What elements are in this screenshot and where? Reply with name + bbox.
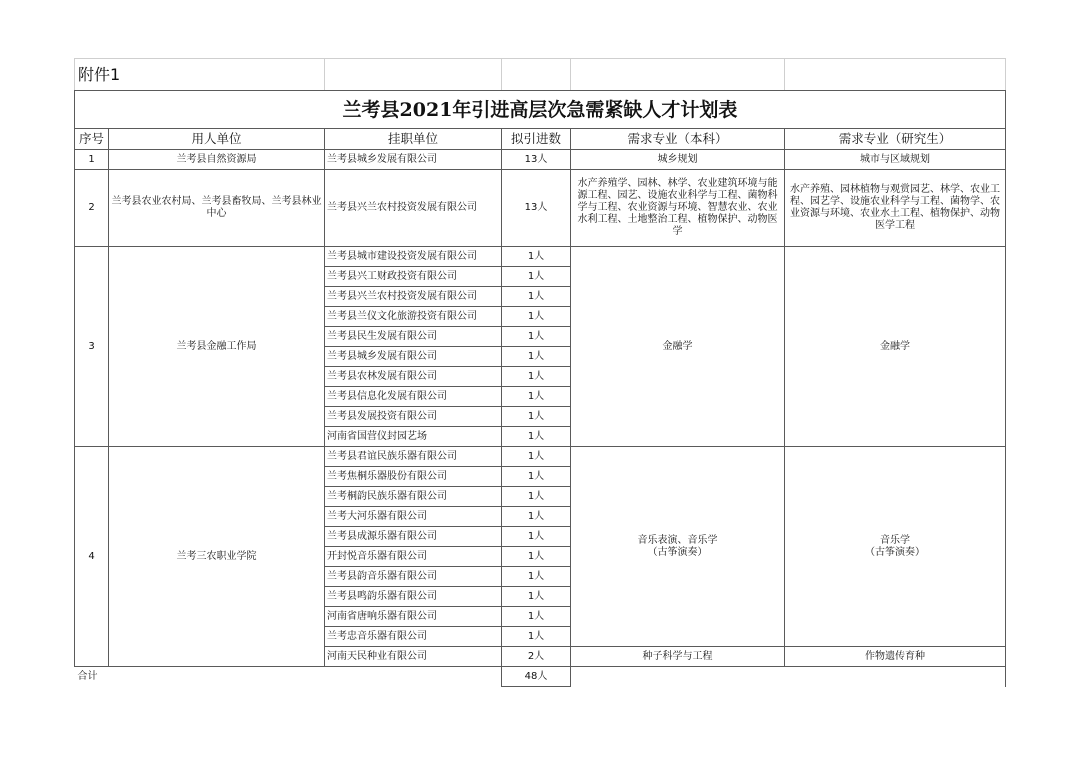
host-cell: 兰考县农林发展有限公司	[325, 367, 502, 387]
count-cell: 1人	[502, 627, 571, 647]
unit-cell: 兰考县金融工作局	[109, 247, 325, 447]
header-seq: 序号	[75, 129, 109, 150]
empty-cell	[785, 667, 1006, 687]
bachelor-major-cell: 城乡规划	[571, 150, 785, 170]
unit-cell: 兰考县自然资源局	[109, 150, 325, 170]
host-cell: 兰考县君谊民族乐器有限公司	[325, 447, 502, 467]
bachelor-major-cell	[571, 447, 785, 647]
unit-cell: 兰考县农业农村局、兰考县畜牧局、兰考县林业中心	[109, 170, 325, 247]
graduate-major-line: （古筝演奏）	[865, 546, 925, 558]
host-cell: 兰考大河乐器有限公司	[325, 507, 502, 527]
host-cell: 兰考县城市建设投资发展有限公司	[325, 247, 502, 267]
count-cell: 1人	[502, 287, 571, 307]
host-cell: 兰考县兰仪文化旅游投资有限公司	[325, 307, 502, 327]
host-cell: 兰考县城乡发展有限公司	[325, 150, 502, 170]
host-cell: 河南省国营仪封园艺场	[325, 427, 502, 447]
bachelor-major-line: （古筝演奏）	[647, 546, 708, 558]
host-cell: 兰考县兴兰农村投资发展有限公司	[325, 287, 502, 307]
seq-cell: 4	[75, 447, 109, 667]
host-cell: 兰考县韵音乐器有限公司	[325, 567, 502, 587]
host-cell: 兰考县鸣韵乐器有限公司	[325, 587, 502, 607]
host-cell: 兰考县成源乐器有限公司	[325, 527, 502, 547]
table-row	[75, 170, 1006, 247]
bachelor-major-line: 音乐表演、音乐学	[637, 534, 718, 546]
count-cell: 1人	[502, 567, 571, 587]
seq-cell: 2	[75, 170, 109, 247]
graduate-major-cell: 作物遗传育种	[785, 647, 1006, 667]
count-cell: 1人	[502, 527, 571, 547]
unit-cell: 兰考三农职业学院	[109, 447, 325, 667]
count-cell: 1人	[502, 547, 571, 567]
count-cell: 1人	[502, 387, 571, 407]
host-cell: 兰考县信息化发展有限公司	[325, 387, 502, 407]
header-unit: 用人单位	[109, 129, 325, 150]
count-cell: 1人	[502, 607, 571, 627]
count-cell: 13人	[502, 170, 571, 247]
bachelor-major-cell: 种子科学与工程	[571, 647, 785, 667]
count-cell: 1人	[502, 467, 571, 487]
count-cell: 13人	[502, 150, 571, 170]
count-cell: 1人	[502, 407, 571, 427]
graduate-major-line: 音乐学	[880, 534, 910, 546]
host-cell: 兰考县兴兰农村投资发展有限公司	[325, 170, 502, 247]
attachment-row	[75, 59, 1006, 91]
total-row	[75, 667, 1006, 687]
total-label: 合计	[75, 667, 502, 687]
graduate-major-cell	[785, 447, 1006, 647]
seq-cell: 3	[75, 247, 109, 447]
count-cell: 2人	[502, 647, 571, 667]
bachelor-major-cell: 水产养殖学、园林、林学、农业建筑环境与能源工程、园艺、设施农业科学与工程、菌物科学与工程、农业资源与环境、智慧农业、农业水利工程、土地整治工程、植物保护、动物医学	[571, 170, 785, 247]
count-cell: 1人	[502, 327, 571, 347]
header-graduate: 需求专业（研究生）	[785, 129, 1006, 150]
host-cell: 兰考焦桐乐器股份有限公司	[325, 467, 502, 487]
host-cell: 兰考县兴工财政投资有限公司	[325, 267, 502, 287]
table-row	[75, 447, 1006, 467]
talent-plan-table	[74, 58, 1006, 687]
host-cell: 河南天民种业有限公司	[325, 647, 502, 667]
empty-cell	[571, 59, 785, 91]
total-count: 48人	[502, 667, 571, 687]
count-cell: 1人	[502, 347, 571, 367]
table-row	[75, 150, 1006, 170]
seq-cell: 1	[75, 150, 109, 170]
bachelor-major-cell: 金融学	[571, 247, 785, 447]
count-cell: 1人	[502, 367, 571, 387]
host-cell: 兰考县城乡发展有限公司	[325, 347, 502, 367]
header-row	[75, 129, 1006, 150]
count-cell: 1人	[502, 267, 571, 287]
table-row	[75, 247, 1006, 267]
graduate-major-cell: 城市与区域规划	[785, 150, 1006, 170]
empty-cell	[325, 59, 502, 91]
header-bachelor: 需求专业（本科）	[571, 129, 785, 150]
header-host: 挂职单位	[325, 129, 502, 150]
host-cell: 兰考县民生发展有限公司	[325, 327, 502, 347]
count-cell: 1人	[502, 427, 571, 447]
count-cell: 1人	[502, 307, 571, 327]
count-cell: 1人	[502, 587, 571, 607]
host-cell: 兰考忠音乐器有限公司	[325, 627, 502, 647]
graduate-major-cell: 金融学	[785, 247, 1006, 447]
empty-cell	[785, 59, 1006, 91]
host-cell: 兰考桐韵民族乐器有限公司	[325, 487, 502, 507]
host-cell: 兰考县发展投资有限公司	[325, 407, 502, 427]
attachment-label: 附件1	[75, 59, 325, 91]
empty-cell	[571, 667, 785, 687]
graduate-major-cell: 水产养殖、园林植物与观赏园艺、林学、农业工程、园艺学、设施农业科学与工程、菌物学、农业资源与环境、农业水土工程、植物保护、动物医学工程	[785, 170, 1006, 247]
count-cell: 1人	[502, 447, 571, 467]
host-cell: 河南省唐响乐器有限公司	[325, 607, 502, 627]
empty-cell	[502, 59, 571, 91]
title-row	[75, 91, 1006, 129]
count-cell: 1人	[502, 507, 571, 527]
host-cell: 开封悦音乐器有限公司	[325, 547, 502, 567]
table-title: 兰考县2021年引进高层次急需紧缺人才计划表	[75, 91, 1006, 129]
count-cell: 1人	[502, 487, 571, 507]
header-count: 拟引进数	[502, 129, 571, 150]
count-cell: 1人	[502, 247, 571, 267]
